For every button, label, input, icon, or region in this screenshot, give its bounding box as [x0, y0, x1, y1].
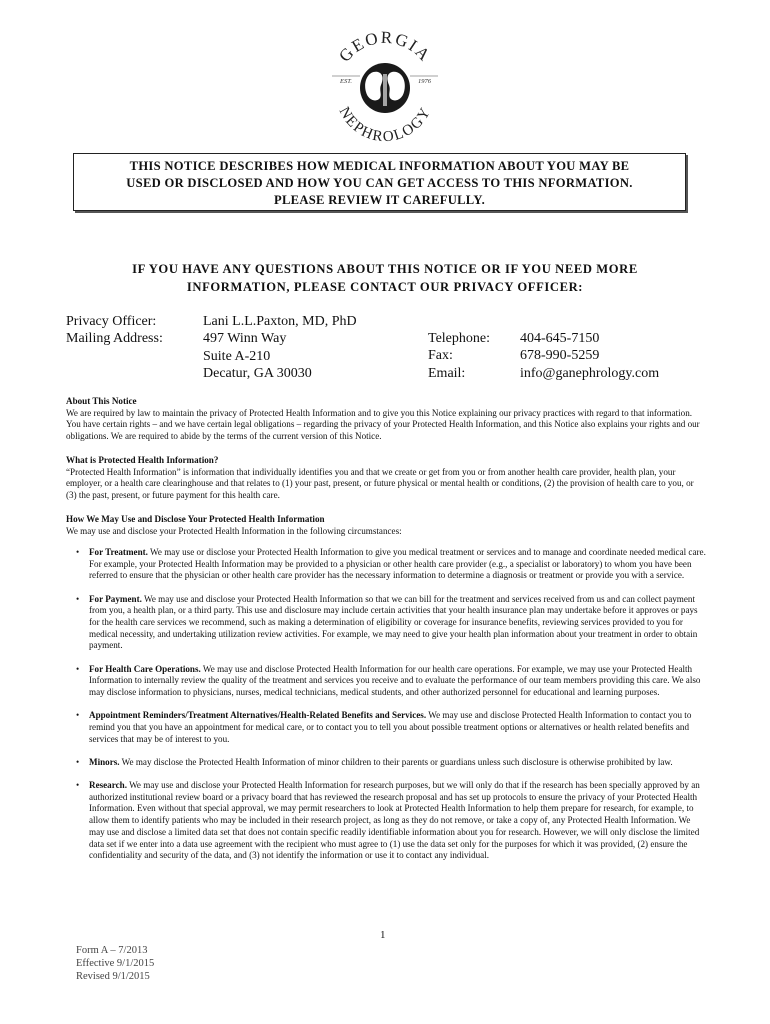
about-body: We are required by law to maintain the privacy of Protected Health Information and to give you this Notice explaining our privacy practices with regard to that information. You have certain rights – and we have certain legal obligations – regarding the privacy of your Protected Health Information, and this Notice also explains your rights and our obligations. We are required to abide by the terms of the current version of this Notice. [66, 407, 700, 442]
bullet-title: Minors. [89, 756, 120, 767]
email-label: Email: [428, 365, 466, 381]
logo-top-text: GEORGIA [335, 30, 435, 66]
mailing-address-label: Mailing Address: [66, 331, 163, 347]
logo-bottom-text: NEPHROLOGY [335, 104, 435, 146]
bullet-text: We may use or disclose your Protected Health Information to give you medical treatment or services and to manage and coordinate needed medical care. For example, your Protected Health Information may be provided to a physician or other health care provider (e.g., a specialist or laboratory) to whom you have been referred to ensure that the physician or other health care provider has the necessary information to determine a diagnosis or treatment or provide you with a service. [89, 547, 706, 581]
logo-est-label: EST. [340, 78, 352, 85]
contact-method-labels [428, 330, 490, 382]
bullet-title: Appointment Reminders/Treatment Alternatives/Health-Related Benefits and Services. [89, 710, 427, 721]
list-item [76, 594, 706, 653]
bullet-text: We may use and disclose your Protected Health Information for research purposes, but we will only do that if the research has been specially approved by an authorized institutional review board or a privacy board that has reviewed the research proposal and has set up protocols to ensure the privacy of your Protected Health Information. Even without that special approval, we may permit researchers to look at Protected Health Information to help them prepare for research, for example, to allow them to identify patients who may be included in their research project, as long as they do not remove, or take a copy of, any Protected Health Information. We may use and disclose a limited data set that does not contain specific readily identifiable information about you for research. However, we will only disclose the limited data set if we enter into a data use agreement with the recipient who must agree to (1) use the data set only for the purposes for which it was provided, (2) ensure the confidentiality and security of the data, and (3) not identify the information or use it to contact any individual. [89, 780, 700, 861]
email-link[interactable]: info@ganephrology.com [520, 365, 660, 381]
svg-text:GEORGIA [335, 30, 435, 66]
georgia-nephrology-logo [318, 30, 452, 150]
list-item [76, 547, 706, 582]
bullet-text: We may use and disclose Protected Health Information for our health care operations. For example, we may use your Protected Health Information to internally review the quality of the treatment and services you receive and to evaluate the performance of our team members providing this care. We also may disclose information to physicians, nurses, medical technicians, medical students, and other authorized personnel for educational and learning purposes. [89, 663, 701, 698]
contact-address [203, 313, 357, 382]
revised-date: Revised 9/1/2015 [76, 971, 150, 982]
bullet-icon: • [76, 710, 80, 721]
bullet-text: We may use and disclose your Protected Health Information so that we can bill for the treatment and services received from us and can collect payment from you, a health plan, or a third party. This use and disclosure may include certain activities that your health insurance plan may undertake before it approves or pays for the health care services we recommend, such as making a determination of eligibility or coverage for insurance benefits, reviewing services provided to you for medical necessity, and undertaking utilization review activities. For example, we may need to give your health plan information about your treatment in order to obtain payment. [89, 593, 698, 651]
address-line: Decatur, GA 30030 [203, 365, 312, 381]
uses-section [66, 514, 706, 537]
fax-value: 678-990-5259 [520, 348, 600, 364]
bullet-title: Research. [89, 780, 127, 791]
list-item [76, 664, 706, 699]
form-version: Form A – 7/2013 [76, 945, 148, 956]
list-item [76, 710, 706, 745]
notice-line: USED OR DISCLOSED AND HOW YOU CAN GET ACCESS TO THIS NFORMATION. [126, 176, 633, 190]
questions-heading: IF YOU HAVE ANY QUESTIONS ABOUT THIS NOTICE OR IF YOU NEED MORE INFORMATION, PLEASE CONTACT OUR PRIVACY OFFICER: [132, 262, 638, 294]
privacy-officer-label: Privacy Officer: [66, 314, 157, 329]
bullet-text: We may disclose the Protected Health Information of minor children to their parents or guardians unless such disclosure is otherwise prohibited by law. [119, 756, 673, 767]
bullet-icon: • [76, 593, 80, 604]
bullet-title: For Health Care Operations. [89, 663, 201, 674]
bullet-text: We may use and disclose Protected Health Information to contact you to remind you that you have an appointment for medical care, or to contact you to tell you about possible treatment options or alternatives or health related benefits and services that may be of interest to you. [89, 710, 692, 744]
uses-bullet-list [76, 547, 706, 873]
address-line: Suite A-210 [203, 348, 271, 364]
notice-line: PLEASE REVIEW IT CAREFULLY. [273, 193, 486, 207]
list-item [76, 780, 706, 862]
contact-method-values [520, 330, 659, 382]
bullet-icon: • [76, 756, 80, 767]
about-heading: About This Notice [66, 396, 137, 406]
telephone-value: 404-645-7150 [520, 331, 600, 346]
form-footer [76, 944, 154, 983]
bullet-icon: • [76, 547, 80, 557]
notice-line: THIS NOTICE DESCRIBES HOW MEDICAL INFORMATION ABOUT YOU MAY BE [129, 159, 630, 173]
list-item [76, 757, 706, 769]
uses-heading: How We May Use and Disclose Your Protected Health Information [66, 514, 325, 524]
bullet-title: For Treatment. [89, 547, 148, 557]
notice-box [73, 153, 686, 211]
telephone-label: Telephone: [428, 331, 490, 346]
page-number: 1 [380, 929, 386, 941]
phi-section [66, 455, 706, 502]
contact-labels [66, 313, 163, 348]
logo-year: 1976 [418, 78, 431, 85]
bullet-title: For Payment. [89, 593, 142, 604]
bullet-icon: • [76, 780, 80, 791]
address-line: 497 Winn Way [203, 331, 287, 347]
effective-date: Effective 9/1/2015 [76, 958, 155, 969]
uses-intro: We may use and disclose your Protected Health Information in the following circumstances: [66, 525, 402, 536]
kidney-emblem-icon [360, 63, 410, 113]
privacy-officer-name: Lani L.L.Paxton, MD, PhD [203, 314, 357, 329]
about-section [66, 396, 706, 443]
bullet-icon: • [76, 663, 80, 674]
phi-body: “Protected Health Information” is information that individually identifies you and that we create or get from you or from another health care provider, health plan, your employer, or a health care clearinghouse and that relates to (1) your past, present, or future physical or mental health or conditions, (2) the provision of health care to you, or (3) the past, present, or future payment for this health care. [66, 466, 694, 501]
phi-heading: What is Protected Health Information? [66, 455, 219, 465]
fax-label: Fax: [428, 348, 453, 364]
